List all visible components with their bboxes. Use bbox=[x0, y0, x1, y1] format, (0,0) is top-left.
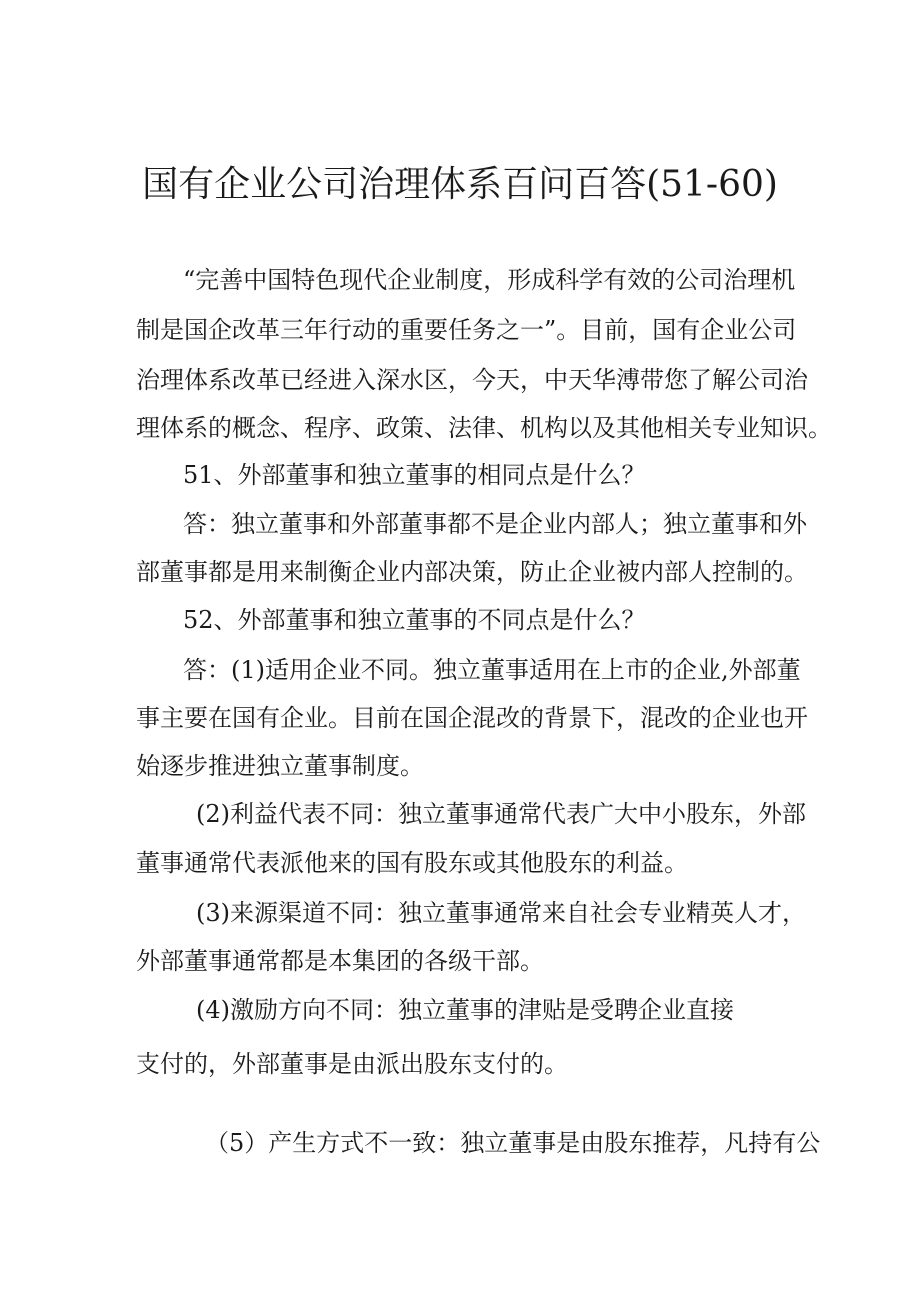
intro-line: “完善中国特色现代企业制度，形成科学有效的公司治理机 bbox=[183, 266, 796, 294]
document-title: 国有企业公司治理体系百问百答(51-60) bbox=[142, 164, 778, 205]
question-51: 51、外部董事和独立董事的相同点是什么？ bbox=[183, 461, 646, 489]
question-52: 52、外部董事和独立董事的不同点是什么？ bbox=[183, 606, 646, 634]
intro-line: 制是国企改革三年行动的重要任务之一”。目前，国有企业公司 bbox=[136, 316, 797, 344]
answer-line: 始逐步推进独立董事制度。 bbox=[136, 752, 424, 780]
answer-line: （5）产生方式不一致：独立董事是由股东推荐，凡持有公 bbox=[205, 1129, 821, 1157]
answer-line: (3)来源渠道不同：独立董事通常来自社会专业精英人才， bbox=[196, 899, 806, 927]
answer-line: 答：(1)适用企业不同。独立董事适用在上市的企业,外部董 bbox=[183, 656, 801, 684]
intro-line: 理体系的概念、程序、政策、法律、机构以及其他相关专业知识。 bbox=[136, 414, 832, 442]
answer-line: 外部董事通常都是本集团的各级干部。 bbox=[136, 947, 544, 975]
answer-line: (4)激励方向不同：独立董事的津贴是受聘企业直接 bbox=[196, 996, 734, 1024]
answer-line: (2)利益代表不同：独立董事通常代表广大中小股东，外部 bbox=[196, 800, 806, 828]
answer-line: 董事通常代表派他来的国有股东或其他股东的利益。 bbox=[136, 849, 688, 877]
answer-line: 事主要在国有企业。目前在国企混改的背景下，混改的企业也开 bbox=[136, 704, 808, 732]
answer-line: 支付的，外部董事是由派出股东支付的。 bbox=[136, 1050, 568, 1078]
intro-line: 治理体系改革已经进入深水区，今天，中天华溥带您了解公司治 bbox=[136, 366, 808, 394]
answer-line: 部董事都是用来制衡企业内部决策，防止企业被内部人控制的。 bbox=[136, 558, 808, 586]
answer-line: 答：独立董事和外部董事都不是企业内部人；独立董事和外 bbox=[183, 510, 807, 538]
